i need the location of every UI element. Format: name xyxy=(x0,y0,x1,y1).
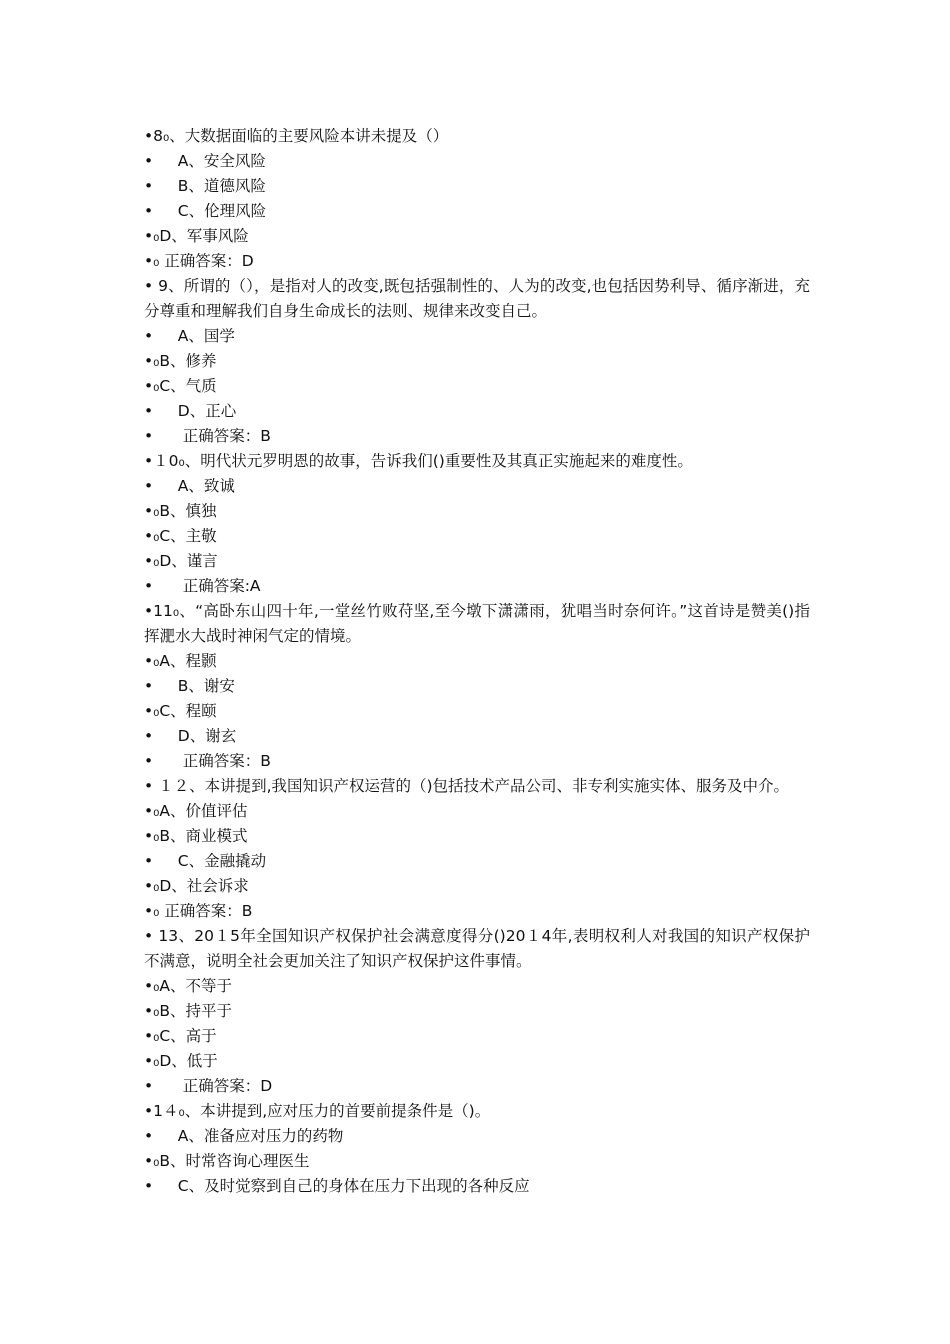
option-12c: • C、金融撬动 xyxy=(144,852,267,870)
option-9b: •₀B、修养 xyxy=(144,352,217,370)
answer-10: • 正确答案:A xyxy=(144,577,261,595)
option-8c: • C、伦理风险 xyxy=(144,202,267,220)
document-body xyxy=(144,124,810,1199)
option-14a: • A、准备应对压力的药物 xyxy=(144,1127,344,1145)
question-12: • １２、本讲提到,我国知识产权运营的（)包括技术产品公司、非专利实施实体、服务及中介。 xyxy=(144,777,790,795)
option-12a: •₀A、价值评估 xyxy=(144,802,248,820)
option-13a: •₀A、不等于 xyxy=(144,977,232,995)
question-11: •11₀、“高卧东山四十年,一堂丝竹败苻坚,至今墩下潇潇雨，犹唱当时奈何许。”这首诗是赞美()指挥淝水大战时神闲气定的情境。 xyxy=(144,602,810,645)
option-9d: • D、正心 xyxy=(144,402,237,420)
question-13: • 13、20１5年全国知识产权保护社会满意度得分()20１4年,表明权利人对我国的知识产权保护不满意，说明全社会更加关注了知识产权保护这件事情。 xyxy=(144,927,810,970)
option-12b: •₀B、商业模式 xyxy=(144,827,248,845)
option-14b: •₀B、时常咨询心理医生 xyxy=(144,1152,310,1170)
question-9: • 9、所谓的（），是指对人的改变,既包括强制性的、人为的改变,也包括因势利导、循序渐进，充分尊重和理解我们自身生命成长的法则、规律来改变自己。 xyxy=(144,277,810,320)
option-11a: •₀A、程颢 xyxy=(144,652,217,670)
option-11c: •₀C、程颐 xyxy=(144,702,217,720)
option-11b: • B、谢安 xyxy=(144,677,235,695)
option-13d: •₀D、低于 xyxy=(144,1052,218,1070)
option-8d: •₀D、军事风险 xyxy=(144,227,249,245)
option-11d: • D、谢玄 xyxy=(144,727,237,745)
option-8b: • B、道德风险 xyxy=(144,177,266,195)
answer-11: • 正确答案：B xyxy=(144,752,271,770)
option-9c: •₀C、气质 xyxy=(144,377,217,395)
question-8: •8₀、大数据面临的主要风险本讲未提及（） xyxy=(144,127,449,145)
option-8a: • A、安全风险 xyxy=(144,152,266,170)
option-14c: • C、及时觉察到自己的身体在压力下出现的各种反应 xyxy=(144,1177,530,1195)
option-13c: •₀C、高于 xyxy=(144,1027,217,1045)
option-12d: •₀D、社会诉求 xyxy=(144,877,249,895)
question-10: •１0₀、明代状元罗明恩的故事，告诉我们()重要性及其真正实施起来的难度性。 xyxy=(144,452,693,470)
answer-13: • 正确答案：D xyxy=(144,1077,273,1095)
option-10b: •₀B、慎独 xyxy=(144,502,217,520)
answer-12: •₀ 正确答案：B xyxy=(144,902,253,920)
option-10a: • A、致诚 xyxy=(144,477,235,495)
answer-9: • 正确答案：B xyxy=(144,427,271,445)
option-10c: •₀C、主敬 xyxy=(144,527,217,545)
answer-8: •₀ 正确答案：D xyxy=(144,252,254,270)
option-9a: • A、国学 xyxy=(144,327,235,345)
question-14: •1４₀、本讲提到,应对压力的首要前提条件是（)。 xyxy=(144,1102,491,1120)
option-13b: •₀B、持平于 xyxy=(144,1002,232,1020)
option-10d: •₀D、谨言 xyxy=(144,552,218,570)
